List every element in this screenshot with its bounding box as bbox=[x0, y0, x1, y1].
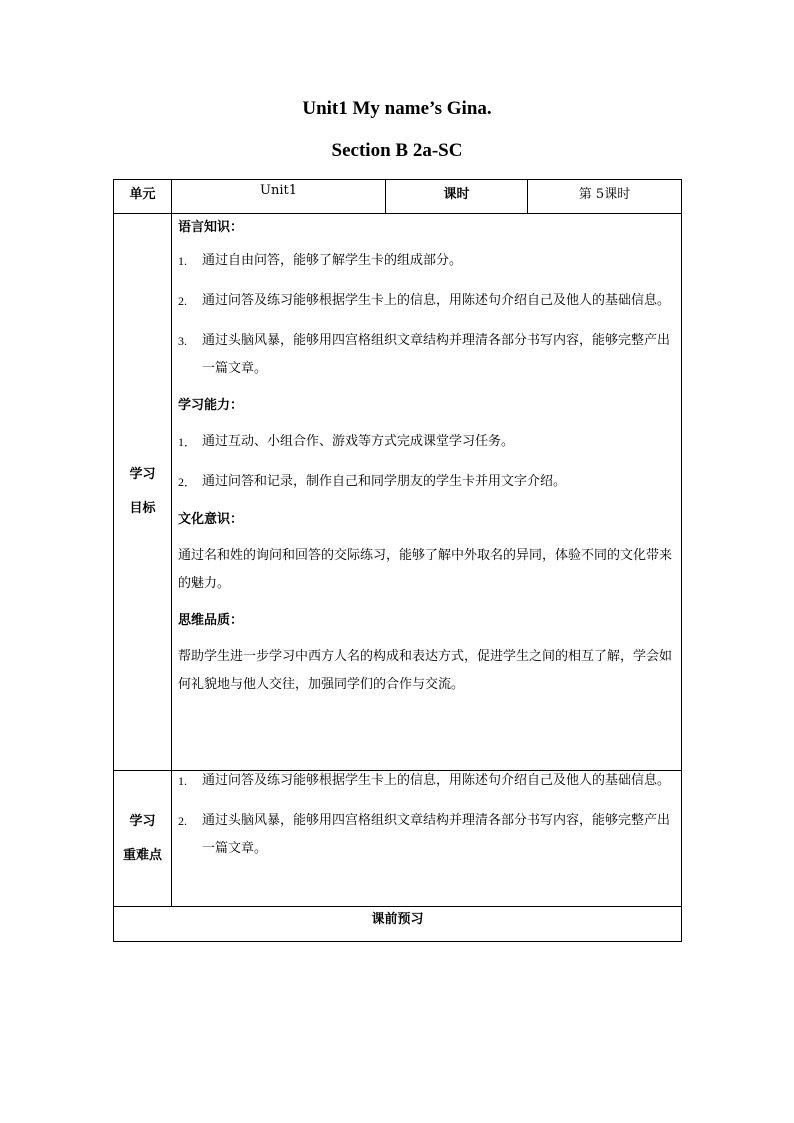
key-points-content bbox=[172, 771, 682, 907]
period-label: 课时 bbox=[386, 180, 528, 214]
ability-heading: 学习能力： bbox=[178, 398, 244, 413]
list-item-number: 2. bbox=[178, 814, 187, 828]
key-points-row bbox=[114, 771, 682, 907]
culture-heading: 文化意识： bbox=[178, 512, 244, 527]
key-points-label-line2: 重难点 bbox=[122, 847, 162, 863]
list-item bbox=[178, 767, 675, 795]
period-value: 第 5课时 bbox=[528, 180, 682, 214]
list-item bbox=[178, 247, 675, 275]
list-item bbox=[178, 428, 675, 456]
list-item-number: 2. bbox=[178, 294, 187, 308]
objectives-label bbox=[114, 214, 172, 771]
list-item-text: 通过问答和记录，制作自己和同学朋友的学生卡并用文字介绍。 bbox=[202, 474, 567, 489]
list-item-text: 通过头脑风暴，能够用四宫格组织文章结构并理清各部分书写内容，能够完整产出一篇文章。 bbox=[202, 813, 671, 856]
list-item-text: 通过头脑风暴，能够用四宫格组织文章结构并理清各部分书写内容，能够完整产出一篇文章。 bbox=[202, 333, 671, 376]
language-heading: 语言知识： bbox=[178, 220, 244, 235]
list-item-text: 通过问答及练习能够根据学生卡上的信息，用陈述句介绍自己及他人的基础信息。 bbox=[202, 293, 671, 308]
unit-value: Unit1 bbox=[172, 180, 386, 214]
unit-label: 单元 bbox=[114, 180, 172, 214]
lesson-plan-table bbox=[113, 179, 682, 942]
key-points-label bbox=[114, 771, 172, 907]
objectives-label-line2: 目标 bbox=[129, 501, 156, 516]
list-item bbox=[178, 287, 675, 315]
list-item bbox=[178, 327, 675, 383]
culture-text: 通过名和姓的询问和回答的交际练习，能够了解中外取名的异同，体验不同的文化带来的魅力。 bbox=[178, 548, 673, 591]
objectives-row bbox=[114, 214, 682, 771]
list-item-number: 3. bbox=[178, 334, 187, 348]
header-row bbox=[114, 180, 682, 214]
list-item-number: 2． bbox=[178, 475, 197, 489]
list-item bbox=[178, 807, 675, 863]
key-points-label-line1: 学习 bbox=[129, 813, 156, 829]
list-item-number: 1． bbox=[178, 435, 197, 449]
page-subtitle: Section B 2a-SC bbox=[331, 140, 463, 161]
preview-row bbox=[114, 907, 682, 942]
objectives-content bbox=[172, 214, 682, 771]
list-item-text: 通过自由问答，能够了解学生卡的组成部分。 bbox=[202, 253, 463, 268]
page-title: Unit1 My name’s Gina. bbox=[302, 98, 492, 119]
list-item-number: 1. bbox=[178, 254, 187, 268]
objectives-label-line1: 学习 bbox=[129, 467, 156, 482]
list-item bbox=[178, 468, 675, 496]
list-item-number: 1. bbox=[178, 774, 187, 788]
list-item-text: 通过问答及练习能够根据学生卡上的信息，用陈述句介绍自己及他人的基础信息。 bbox=[202, 773, 671, 788]
thinking-heading: 思维品质： bbox=[178, 613, 244, 628]
preview-label: 课前预习 bbox=[114, 907, 682, 942]
list-item-text: 通过互动、小组合作、游戏等方式完成课堂学习任务。 bbox=[202, 434, 515, 449]
thinking-text: 帮助学生进一步学习中西方人名的构成和表达方式，促进学生之间的相互了解，学会如何礼貌地与他人交往，加强同学们的合作与交流。 bbox=[178, 649, 673, 692]
